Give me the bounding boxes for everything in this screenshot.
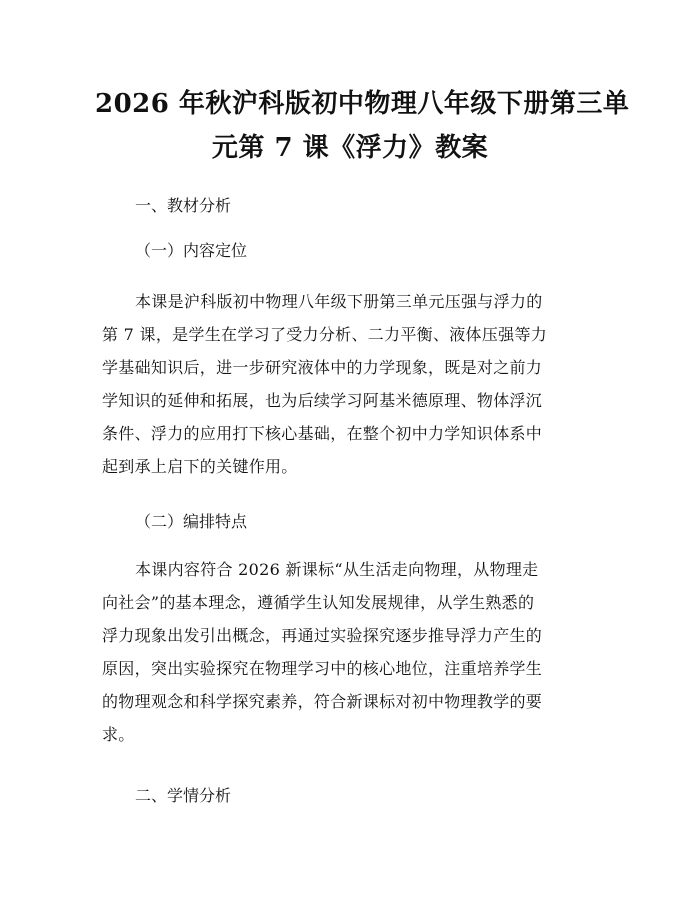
paragraph-line: 原因，突出实验探究在物理学习中的核心地位，注重培养学生 bbox=[102, 659, 543, 678]
paragraph-line: 第 7 课，是学生在学习了受力分析、二力平衡、液体压强等力 bbox=[102, 325, 548, 344]
paragraph-line: 浮力现象出发引出概念，再通过实验探究逐步推导浮力产生的 bbox=[102, 626, 543, 645]
document-title bbox=[95, 82, 630, 170]
subsection-heading-arrangement-features: （二）编排特点 bbox=[135, 512, 248, 531]
title-line-1: 2026 年秋沪科版初中物理八年级下册第三单 bbox=[95, 89, 630, 119]
paragraph-line: 条件、浮力的应用打下核心基础，在整个初中力学知识体系中 bbox=[102, 424, 543, 443]
paragraph-line: 学知识的延伸和拓展，也为后续学习阿基米德原理、物体浮沉 bbox=[102, 391, 543, 410]
subsection-heading-content-positioning: （一）内容定位 bbox=[135, 241, 248, 260]
paragraph-line: 向社会”的基本理念，遵循学生认知发展规律，从学生熟悉的 bbox=[102, 593, 535, 612]
section-heading-textbook-analysis: 一、教材分析 bbox=[135, 196, 232, 215]
paragraph-line: 本课内容符合 2026 新课标“从生活走向物理，从物理走 bbox=[135, 560, 539, 579]
paragraph-line: 起到承上启下的关键作用。 bbox=[102, 457, 298, 476]
paragraph-arrangement-features bbox=[102, 553, 600, 751]
title-line-2: 元第 7 课《浮力》教案 bbox=[211, 133, 489, 163]
paragraph-line: 的物理观念和科学探究素养，符合新课标对初中物理教学的要 bbox=[102, 692, 543, 711]
section-heading-learner-analysis: 二、学情分析 bbox=[135, 786, 232, 805]
paragraph-content-positioning bbox=[102, 285, 600, 483]
paragraph-line: 学基础知识后，进一步研究液体中的力学现象，既是对之前力 bbox=[102, 358, 543, 377]
paragraph-line: 本课是沪科版初中物理八年级下册第三单元压强与浮力的 bbox=[135, 292, 543, 311]
paragraph-line: 求。 bbox=[102, 725, 135, 744]
